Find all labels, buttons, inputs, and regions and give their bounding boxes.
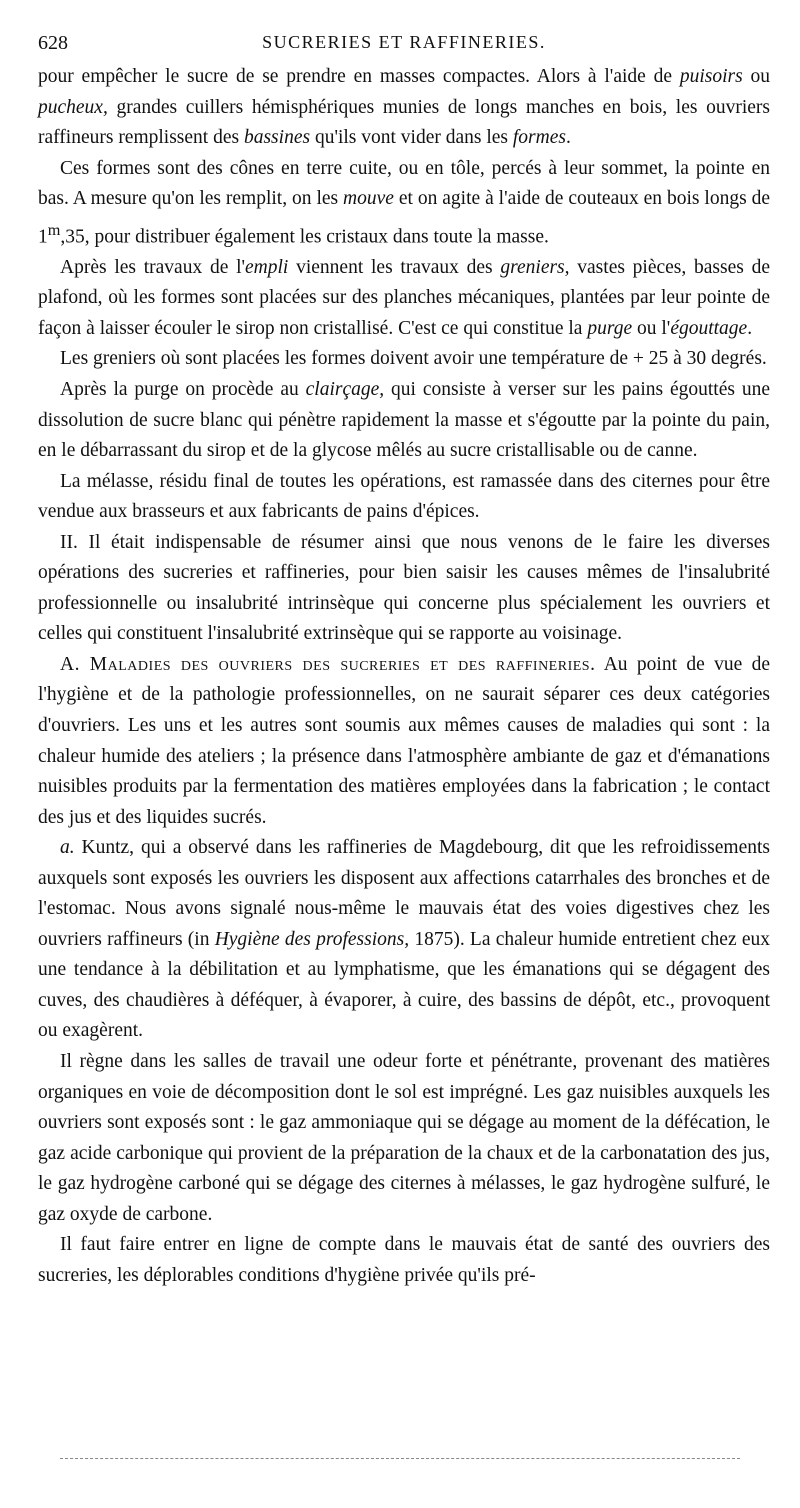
paragraph-6: La mélasse, résidu final de toutes les opérations, est ramassée dans des citernes pour être vendue aux brasseurs et aux fabricants de pains d'épices. bbox=[38, 470, 770, 523]
paragraph-5: Après la purge on procède au clairçage, qui consiste à verser sur les pains égouttés une dissolution de sucre blanc qui pénètre rapidement la masse et s'égoutte par la pointe du pain, en le débarrassant du sirop et de la glycose mêlés au sucre cristallisable ou de canne. bbox=[38, 378, 770, 462]
page-body bbox=[38, 62, 770, 1291]
paragraph-10: Il règne dans les salles de travail une odeur forte et pénétrante, provenant des matières organiques en voie de décomposition dont le sol est imprégné. Les gaz nuisibles auxquels les ouvriers sont exposés sont : le gaz ammoniaque qui se dégage au moment de la défécation, le gaz acide carbonique qui provient de la préparation de la chaux et de la carbonatation des jus, le gaz hydrogène carboné qui se dégage des citernes à mélasses, le gaz hydrogène sulfuré, le gaz oxyde de carbone. bbox=[38, 1051, 770, 1225]
paragraph-11: Il faut faire entrer en ligne de compte dans le mauvais état de santé des ouvriers des sucreries, les déplorables conditions d'hygiène privée qu'ils pré- bbox=[38, 1234, 770, 1286]
paragraph-1: pour empêcher le sucre de se prendre en masses compactes. Alors à l'aide de puisoirs ou pucheux, grandes cuillers hémisphériques munies de longs manches en bois, les ouvriers raffineurs remplissent des bassines qu'ils vont vider dans les formes. bbox=[38, 66, 770, 149]
paragraph-9: a. Kuntz, qui a observé dans les raffineries de Magdebourg, dit que les refroidissements auxquels sont exposés les ouvriers les disposent aux affections catarrhales des bronches et de l'estomac. Nous avons signalé nous-même le mauvais état des voies digestives chez les ouvriers raffineurs (in Hygiène des professions, 1875). La chaleur humide entretient chez eux une tendance à la débilitation et au lymphatisme, que les émanations qui se dégagent des cuves, des chaudières à déféquer, à évaporer, à cuire, des bassins de dépôt, etc., provoquent ou exagèrent. bbox=[38, 837, 770, 1042]
section-heading: A. Maladies des ouvriers des sucreries et des raffineries. bbox=[60, 653, 596, 675]
page-number: 628 bbox=[38, 32, 68, 54]
paragraph-3: Après les travaux de l'empli viennent les travaux des greniers, vastes pièces, basses de plafond, où les formes sont placées sur des planches mécaniques, plantées par leur pointe de façon à laisser écouler le sirop non cristallisé. C'est ce qui constitue la purge ou l'égouttage. bbox=[38, 256, 770, 339]
paragraph-4: Les greniers où sont placées les formes doivent avoir une température de + 25 à 30 degrés. bbox=[60, 348, 767, 370]
paragraph-8: A. Maladies des ouvriers des sucreries et des raffineries. Au point de vue de l'hygiène et de la pathologie professionnelles, on ne saurait séparer ces deux catégories d'ouvriers. Les uns et les autres sont soumis aux mêmes causes de maladies qui sont : la chaleur humide des ateliers ; la présence dans l'atmosphère ambiante de gaz et d'émanations nuisibles produits par la fermentation des matières employées dans la fabrication ; le contact des jus et des liquides sucrés. bbox=[38, 653, 771, 828]
page-header bbox=[38, 28, 770, 62]
footer-rule bbox=[60, 1458, 740, 1459]
running-head: SUCRERIES ET RAFFINERIES. bbox=[262, 32, 546, 52]
paragraph-2: Ces formes sont des cônes en terre cuite, ou en tôle, percés à leur sommet, la pointe en bas. A mesure qu'on les remplit, on les mouve et on agite à l'aide de couteaux en bois longs de 1$^m$,35, pour distribuer également les cristaux dans toute la masse. bbox=[38, 157, 770, 248]
paragraph-7: II. Il était indispensable de résumer ainsi que nous venons de le faire les diverses opérations des sucreries et raffineries, pour bien saisir les causes mêmes de l'insalubrité professionnelle ou insalubrité intrinsèque qui concerne plus spécialement les ouvriers et celles qui constituent l'insalubrité extrinsèque qui se rapporte au voisinage. bbox=[38, 531, 770, 645]
